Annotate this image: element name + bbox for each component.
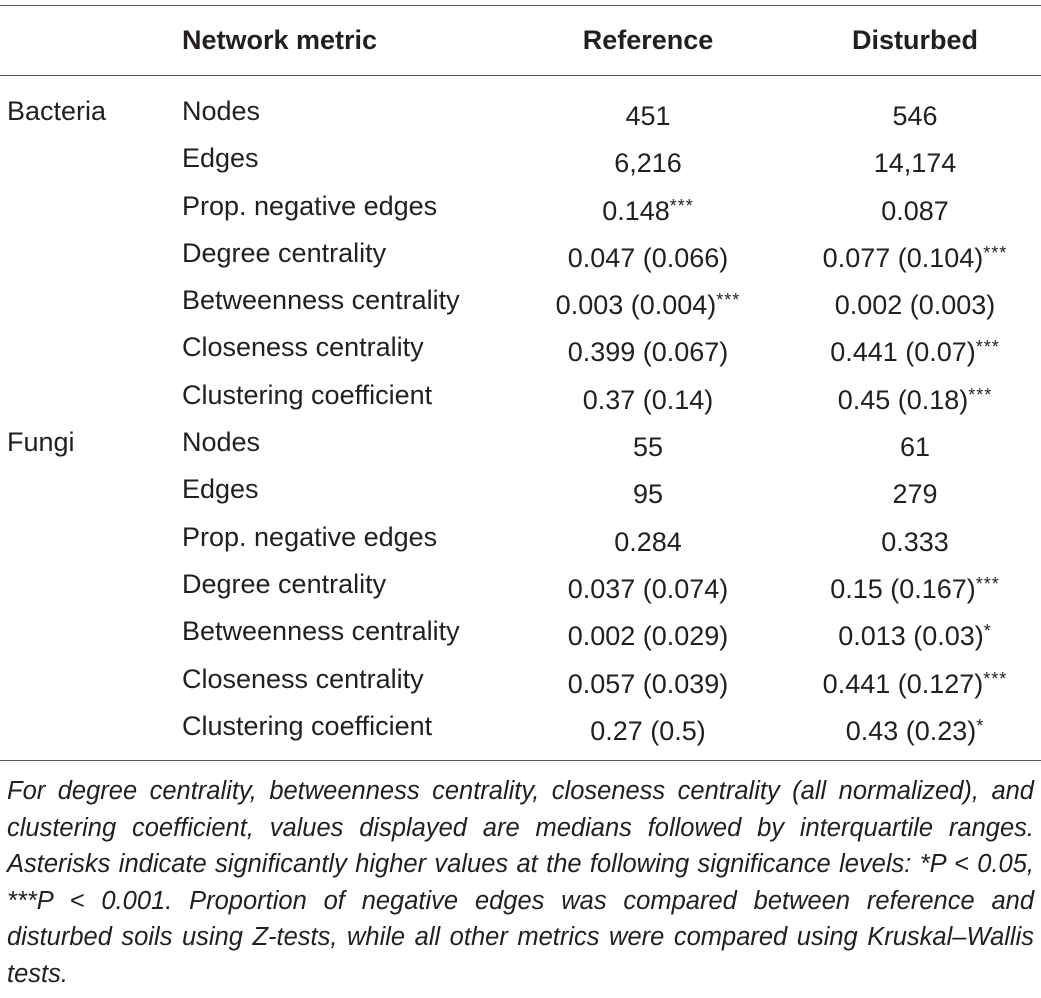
row-metric-name: Closeness centrality	[182, 663, 424, 694]
reference-value: 0.003 (0.004)	[555, 290, 717, 321]
reference-value-cell	[508, 419, 788, 471]
disturbed-value: 0.333	[881, 526, 949, 557]
reference-value-cell	[508, 277, 788, 329]
reference-value-cell	[508, 88, 788, 140]
disturbed-value: 0.087	[881, 195, 949, 226]
table-row	[0, 135, 1041, 182]
row-metric-name: Nodes	[182, 427, 261, 458]
reference-value: 0.37 (0.14)	[582, 384, 714, 415]
reference-value: 55	[632, 432, 664, 463]
disturbed-value: 0.45 (0.18)	[837, 384, 969, 415]
table-footnote: For degree centrality, betweenness centrality, closeness centrality (all normalized), and clustering coefficient, values displayed are medians followed by interquartile ranges. Asterisks indicate significantly higher values at the following significance levels: *P < 0.05, ***P < 0.001. Proportion of negative edges was compared between reference and disturbed soils using Z-tests, while all other metrics were compared using Kruskal–Wallis tests.	[7, 777, 1034, 988]
row-group-label: Bacteria	[7, 96, 107, 126]
disturbed-value-cell	[790, 324, 1040, 376]
disturbed-value-cell	[790, 656, 1040, 708]
disturbed-value-cell	[790, 561, 1040, 613]
row-metric-name: Edges	[182, 143, 259, 174]
table-row	[0, 372, 1041, 419]
reference-value: 0.057 (0.039)	[567, 668, 729, 699]
table-header-row	[0, 18, 1041, 62]
table-row	[0, 88, 1041, 135]
reference-value: 0.037 (0.074)	[567, 573, 729, 604]
row-metric-name: Degree centrality	[182, 237, 387, 268]
disturbed-value: 0.441 (0.07)	[830, 337, 976, 368]
disturbed-value-cell	[790, 135, 1040, 187]
disturbed-value: 0.002 (0.003)	[834, 290, 996, 321]
reference-value-cell	[508, 372, 788, 424]
reference-significance: ***	[716, 290, 741, 311]
reference-value-cell	[508, 135, 788, 187]
row-group-label: Fungi	[7, 427, 75, 458]
row-metric-name: Clustering coefficient	[182, 710, 433, 741]
reference-value-cell	[508, 324, 788, 376]
reference-value-cell	[508, 656, 788, 708]
reference-value: 0.399 (0.067)	[567, 337, 729, 368]
reference-value: 0.148	[602, 195, 670, 226]
disturbed-value-cell	[790, 277, 1040, 329]
disturbed-significance: *	[983, 621, 992, 642]
row-metric-name: Nodes	[182, 96, 261, 126]
disturbed-value-cell	[790, 466, 1040, 518]
disturbed-value: 14,174	[873, 148, 957, 179]
reference-value: 95	[632, 479, 664, 510]
header-disturbed: Disturbed	[851, 25, 978, 55]
header-reference: Reference	[582, 25, 714, 55]
table-row	[0, 608, 1041, 655]
table-row	[0, 656, 1041, 703]
table-row	[0, 183, 1041, 230]
table-top-rule	[0, 5, 1041, 6]
reference-value: 451	[625, 101, 671, 131]
disturbed-value-cell	[790, 514, 1040, 566]
disturbed-value: 0.15 (0.167)	[830, 573, 976, 604]
disturbed-significance: ***	[975, 573, 1000, 594]
disturbed-value-cell	[790, 183, 1040, 235]
table-row	[0, 324, 1041, 371]
reference-value-cell	[508, 561, 788, 613]
disturbed-value: 0.013 (0.03)	[838, 621, 984, 652]
table-header-rule	[0, 75, 1041, 76]
disturbed-value-cell	[790, 703, 1040, 755]
reference-value: 0.002 (0.029)	[567, 621, 729, 652]
row-metric-name: Edges	[182, 474, 259, 505]
table-row	[0, 703, 1041, 750]
row-metric-name: Degree centrality	[182, 568, 387, 599]
disturbed-value: 279	[892, 479, 938, 510]
table-body	[0, 88, 1041, 750]
header-network-metric: Network metric	[182, 25, 378, 55]
disturbed-significance: *	[976, 715, 985, 736]
row-metric-name: Prop. negative edges	[182, 521, 438, 552]
disturbed-value-cell	[790, 230, 1040, 282]
row-metric-name: Betweenness centrality	[182, 285, 460, 316]
reference-value-cell	[508, 183, 788, 235]
reference-significance: ***	[669, 195, 694, 216]
disturbed-significance: ***	[975, 337, 1000, 358]
reference-value-cell	[508, 703, 788, 755]
table-bottom-rule	[0, 760, 1041, 761]
row-metric-name: Prop. negative edges	[182, 190, 438, 221]
row-metric-name: Clustering coefficient	[182, 379, 433, 410]
disturbed-significance: ***	[968, 384, 993, 405]
disturbed-value: 0.43 (0.23)	[845, 715, 977, 746]
disturbed-value: 0.441 (0.127)	[822, 668, 984, 699]
reference-value-cell	[508, 608, 788, 660]
disturbed-value: 0.077 (0.104)	[822, 242, 984, 273]
reference-value-cell	[508, 514, 788, 566]
reference-value: 0.284	[614, 526, 682, 557]
disturbed-value-cell	[790, 88, 1040, 140]
disturbed-value-cell	[790, 608, 1040, 660]
row-metric-name: Betweenness centrality	[182, 616, 460, 647]
disturbed-significance: ***	[983, 668, 1008, 689]
table-row	[0, 277, 1041, 324]
table-row	[0, 514, 1041, 561]
disturbed-value: 546	[892, 101, 938, 131]
table-row	[0, 419, 1041, 466]
row-metric-name: Closeness centrality	[182, 332, 424, 363]
reference-value-cell	[508, 466, 788, 518]
table-row	[0, 466, 1041, 513]
disturbed-value-cell	[790, 372, 1040, 424]
reference-value: 0.27 (0.5)	[590, 715, 706, 746]
table-row	[0, 561, 1041, 608]
disturbed-value-cell	[790, 419, 1040, 471]
reference-value: 6,216	[614, 148, 682, 179]
reference-value: 0.047 (0.066)	[567, 242, 729, 273]
reference-value-cell	[508, 230, 788, 282]
table-row	[0, 230, 1041, 277]
disturbed-value: 61	[899, 432, 931, 463]
disturbed-significance: ***	[983, 242, 1008, 263]
